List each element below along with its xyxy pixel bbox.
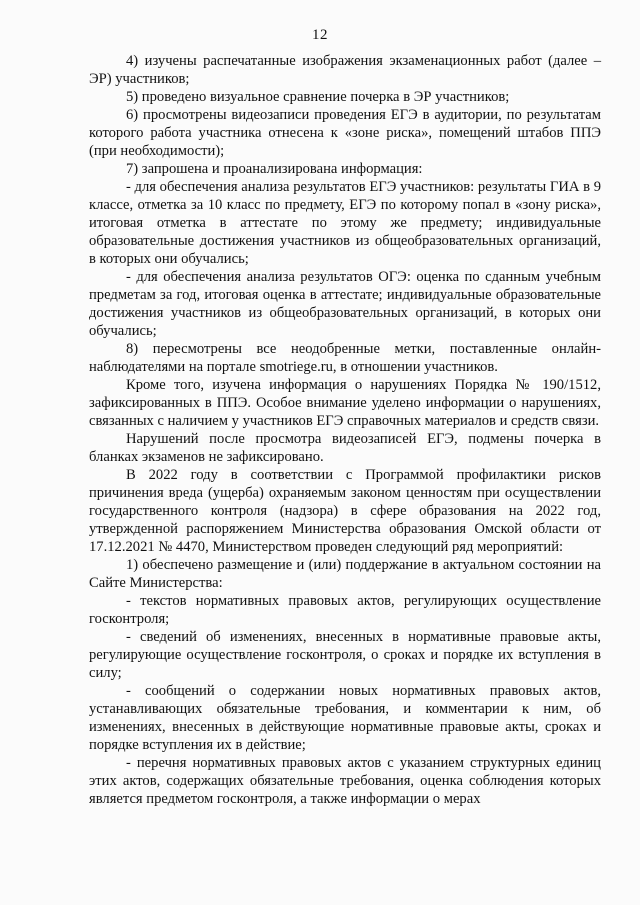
paragraph-legal-changes: - сведений об изменениях, внесенных в нормативные правовые акты, регулирующие осуществление госконтроля, о сроках и порядке их вступления в силу; [89,629,601,681]
paragraph-acts-list: - перечня нормативных правовых актов с указанием структурных единиц этих актов, содержащих обязательные требования, оценка соблюдения которых является предметом госконтроля, а также информации о мерах [89,755,601,807]
paragraph-item-4: 4) изучены распечатанные изображения экзаменационных работ (далее – ЭР) участников; [89,53,601,87]
paragraph-violations-info: Кроме того, изучена информация о нарушениях Порядка № 190/1512, зафиксированных в ППЭ. Особое внимание уделено информации о нарушениях, связанных с наличием у участников ЕГЭ справочных материалов и средств связи. [89,377,601,429]
paragraph-ege-analysis: - для обеспечения анализа результатов ЕГЭ участников: результаты ГИА в 9 классе, отметка за 10 класс по предмету, ЕГЭ по которому попал в «зону риска», итоговая отметка в аттестате по этому же предмету; индивидуальные образовательные достижения участников из общеобразовательных организаций, в которых они обучались; [89,179,601,267]
paragraph-website-item-1: 1) обеспечено размещение и (или) поддержание в актуальном состоянии на Сайте Министерства: [89,557,601,591]
paragraph-oge-analysis: - для обеспечения анализа результатов ОГЭ: оценка по сданным учебным предметам за год, итоговая оценка в аттестате; индивидуальные образовательные достижения участников из общеобразовательных организаций, в которых они обучались; [89,269,601,339]
paragraph-item-6: 6) просмотрены видеозаписи проведения ЕГЭ в аудитории, по результатам которого работа участника отнесена к «зоне риска», помещений штабов ППЭ (при необходимости); [89,107,601,159]
paragraph-no-violations: Нарушений после просмотра видеозаписей ЕГЭ, подмены почерка в бланках экзаменов не зафиксировано. [89,431,601,465]
paragraph-legal-texts: - текстов нормативных правовых актов, регулирующих осуществление госконтроля; [89,593,601,627]
paragraph-prevention-program: В 2022 году в соответствии с Программой профилактики рисков причинения вреда (ущерба) охраняемым законом ценностям при осуществлении государственного контроля (надзора) в сфере образования на 2022 год, утвержденной распоряжением Министерства образования Омской области от 17.12.2021 № 4470, Министерством проведен следующий ряд мероприятий: [89,467,601,555]
paragraph-item-5: 5) проведено визуальное сравнение почерка в ЭР участников; [126,89,510,105]
page-number: 12 [312,27,328,43]
paragraph-item-8: 8) пересмотрены все неодобренные метки, поставленные онлайн-наблюдателями на портале smotriege.ru, в отношении участников. [89,341,601,375]
document-body [89,52,601,808]
paragraph-new-acts: - сообщений о содержании новых нормативных правовых актов, устанавливающих обязательные требования, и комментарии к ним, об изменениях, внесенных в действующие нормативные правовые акты, сроках и порядке вступления их в действие; [89,683,601,753]
paragraph-item-7: 7) запрошена и проанализирована информация: [126,161,423,177]
